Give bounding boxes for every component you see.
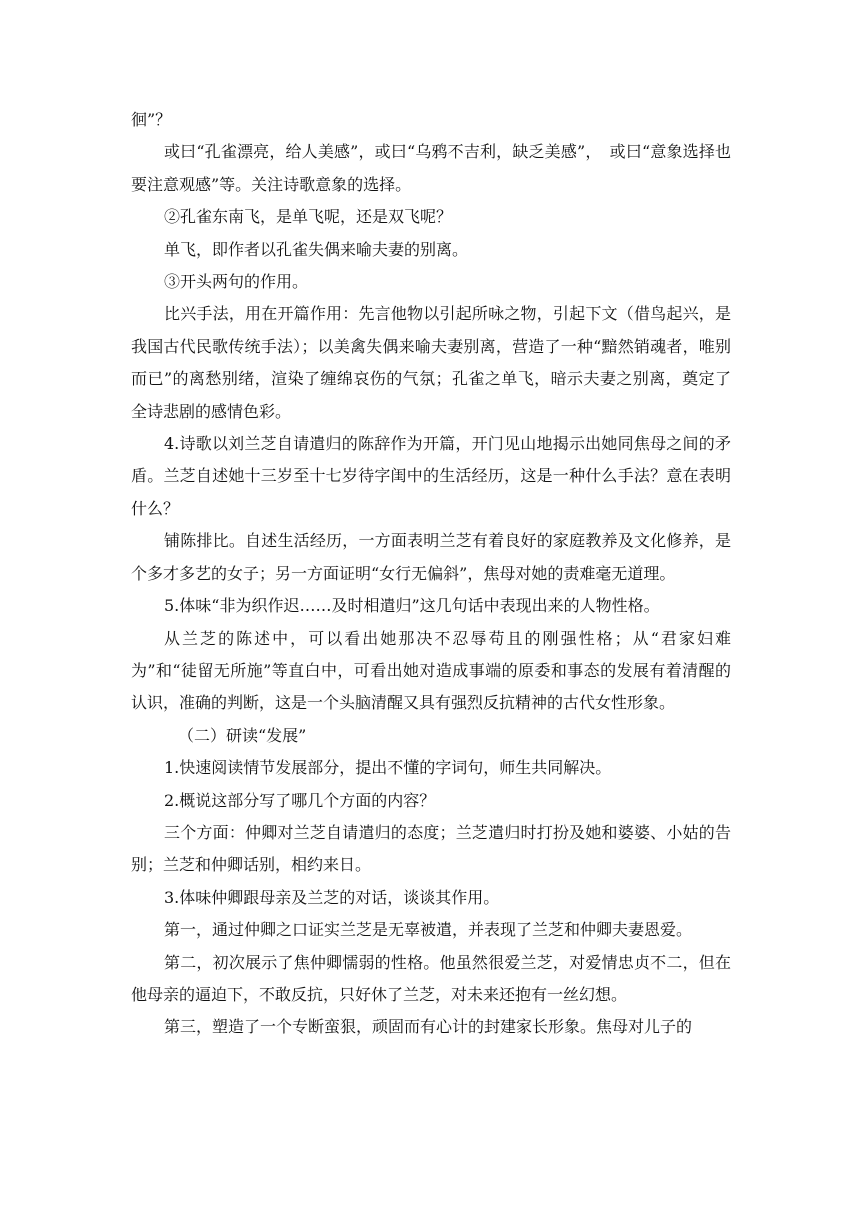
paragraph: 铺陈排比。自述生活经历，一方面表明兰芝有着良好的家庭教养及文化修养，是个多才多艺的女子；另一方面证明“女行无偏斜”，焦母对她的责难毫无道理。 — [131, 531, 731, 583]
paragraph: 徊”？ — [131, 110, 172, 129]
paragraph: 1.快速阅读情节发展部分，提出不懂的字词句，师生共同解决。 — [164, 758, 612, 778]
paragraph: 4.诗歌以刘兰芝自请遣归的陈辞作为开篇，开门见山地揭示出她同焦母之间的矛盾。兰芝自述她十三岁至十七岁待字闺中的生活经历，这是一种什么手法？意在表明什么？ — [131, 434, 731, 518]
paragraph: 三个方面：仲卿对兰芝自请遣归的态度；兰芝遣归时打扮及她和婆婆、小姑的告别；兰芝和仲卿话别，相约来日。 — [131, 822, 731, 875]
paragraph: 从兰芝的陈述中，可以看出她那决不忍辱苟且的刚强性格；从“君家妇难为”和“徒留无所施”等直白中，可看出她对造成事端的原委和事态的发展有着清醒的认识，准确的判断，这是一个头脑清醒又具有强烈反抗精神的古代女性形象。 — [131, 628, 731, 713]
section-heading: （二）研读“发展” — [178, 725, 307, 745]
paragraph: 2.概说这部分写了哪几个方面的内容？ — [164, 790, 436, 810]
paragraph: ③开头两句的作用。 — [164, 272, 309, 292]
paragraph: 单飞，即作者以孔雀失偶来喻夫妻的别离。 — [164, 239, 469, 259]
paragraph: 第三，塑造了一个专断蛮狠，顽固而有心计的封建家长形象。焦母对儿子的 — [164, 1017, 693, 1037]
paragraph: 比兴手法，用在开篇作用：先言他物以引起所咏之物，引起下文（借鸟起兴，是我国古代民歌传统手法）；以美禽失偶来喻夫妻别离，营造了一种“黯然销魂者，唯别而已”的离愁别绪，渲染了缠绵哀伤的气氛；孔雀之单飞，暗示夫妻之别离，奠定了全诗悲剧的感情色彩。 — [131, 304, 731, 421]
paragraph: ②孔雀东南飞，是单飞呢，还是双飞呢？ — [164, 207, 453, 227]
paragraph: 5.体味“非为织作迟……及时相遣归”这几句话中表现出来的人物性格。 — [164, 596, 660, 616]
paragraph: 3.体味仲卿跟母亲及兰芝的对话，谈谈其作用。 — [164, 887, 500, 907]
paragraph: 第二，初次展示了焦仲卿懦弱的性格。他虽然很爱兰芝，对爱情忠贞不二，但在他母亲的逼迫下，不敢反抗，只好休了兰芝，对未来还抱有一丝幻想。 — [131, 952, 731, 1004]
paragraph: 第一，通过仲卿之口证实兰芝是无辜被遣，并表现了兰芝和仲卿夫妻恩爱。 — [164, 920, 693, 940]
document-body — [131, 104, 731, 1044]
paragraph: 或曰“孔雀漂亮，给人美感”，或曰“乌鸦不吉利，缺乏美感”， 或曰“意象选择也要注意观感”等。关注诗歌意象的选择。 — [131, 142, 731, 194]
